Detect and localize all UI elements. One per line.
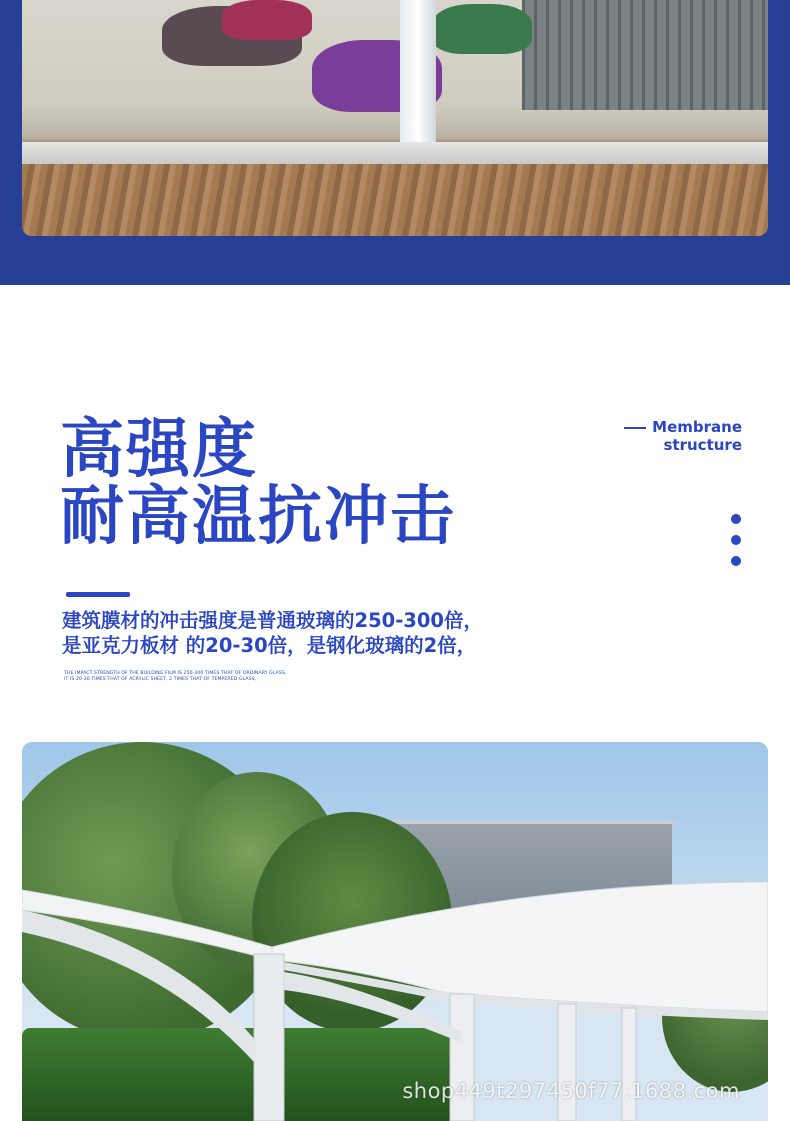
dot: [731, 514, 741, 524]
photo-scooter: [432, 4, 532, 54]
description-english-line-1: THE IMPACT STRENGTH OF THE BUILDING FILM IS 250-300 TIMES THAT OF ORDINARY GLASS,: [64, 671, 287, 676]
decorative-dots: [731, 514, 743, 577]
description-english-line-2: IT IS 20-30 TIMES THAT OF ACRYLIC SHEET, 2 TIMES THAT OF TEMPERED GLASS,: [64, 677, 257, 682]
photo-soil: [22, 164, 768, 236]
english-tag-line-1: Membrane: [652, 418, 742, 436]
dot: [731, 535, 741, 545]
canopy-column: [622, 1008, 636, 1121]
parking-lot-photo: [22, 0, 768, 236]
tag-dash: [624, 427, 646, 429]
description-line-1: 建筑膜材的冲击强度是普通玻璃的250-300倍，: [62, 609, 484, 632]
english-tag: [624, 418, 742, 454]
canopy-column: [254, 954, 284, 1121]
watermark: shop449t297450f77.1688.com: [402, 1079, 740, 1103]
photo-scooter: [222, 0, 312, 40]
photo-light-pole: [400, 0, 436, 142]
description-line-2: 是亚克力板材 的20-30倍，是钢化玻璃的2倍，: [62, 634, 477, 657]
title-line-2: 耐高温抗冲击: [60, 480, 456, 554]
photo-curb: [22, 142, 768, 164]
photo-fence-wall: [522, 0, 768, 110]
membrane-canopy: [22, 742, 768, 1121]
carport-photo: [22, 742, 768, 1121]
canopy-column: [558, 1004, 576, 1121]
dot: [731, 556, 741, 566]
accent-bar: [66, 592, 130, 597]
english-tag-line-2: structure: [663, 436, 742, 454]
title-line-1: 高强度: [60, 413, 258, 487]
